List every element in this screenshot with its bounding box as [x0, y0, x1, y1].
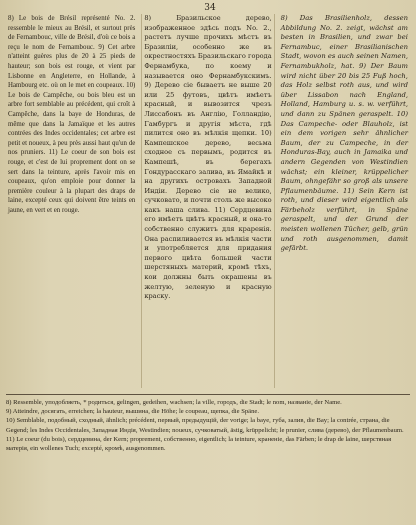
footnote-10: 10) Semblable, подобный, сходный, ähnlich; précédent, первый, предыдущій, der vorige; la baye, губа, залив, die Bay; la contrée, страна, die Gegend; les Indes Occidentales, Западная Индія, Westindien; noueux, сучковатый, ästig, krüppelicht; le prunier, слива (дерево), der Pflaumenbaum.	[6, 417, 404, 434]
footnote-8: 8) Ressemble, уподобляеть, * родиться, gelingen, gedeihen, wachsen; la ville, городъ, die Stadt; le nom, названіе, der Name.	[6, 399, 342, 406]
footnote-divider	[6, 394, 410, 395]
french-column: 8) Le bois de Brésil représenté No. 2. ressemble le mieux au Brésil, et surtout près de Fernambouc, ville de Brésil, d'où ce bois a reçu le nom de Fernambouc. 9) Cet arbre n'atteint guères plus de 20 à 25 pieds de hauteur; son bois est rouge, et vient par Lisbonne en Angleterre, en Hollande, à Hambourg etc. où on le met en coupeaux. 10) Le bois de Campêche, ou bois bleu est un arbre fort semblable au précédent, qui croît à Campêche, dans la baye de Honduras, de même que dans la Jamaïque et les autres contrées des Indes occidentales; cet arbre est petit et noueux, à peu près aussi haut qu'un de nos pruniers. 11) Le coeur de son bois est rouge, et c'est de lui proprement dont on se sert dans la teinture, après l'avoir mis en coupeaux, qu'on emploie pour donner la première couleur à la plupart des draps de laine, excepté ceux qui doivent être teints en jaune, en vert et en rouge.	[8, 15, 136, 214]
footnotes	[6, 398, 410, 453]
text-columns	[6, 14, 410, 388]
footnote-11: 11) Le coeur (du bois), сердцевина, der Kern; proprement, собственно, eigentlich; la teinture, краненіе, das Färben; le drap de laine, шерстяная матерія, ein wollenes Tuch; excepté, кромѣ, ausgenommen.	[6, 435, 392, 453]
footnote-9: 9) Atteindre, досягать, erreichen; la hauteur, вышина, die Höhe; le coupeau, щепка, die Späne.	[6, 408, 259, 416]
german-column: 8) Das Brasilienholz, dessen Abbildung No. 2. zeigt, wächst am besten in Brasilien, und zwar bei Fernambuc, einer Brasilianischen Stadt, wovon es auch seinen Namen, Fernambukholz, hat. 9) Der Baum wird nicht über 20 bis 25 Fuß hoch, das Holz selbst roth aus, und wird über Lissabon nach England, Holland, Hamburg u. s. w. verführt, und dann zu Spänen geraspelt. 10) Das Campeche- oder Blauholz, ist ein dem vorigen sehr ähnlicher Baum, der zu Campeche, in der Honduras-Bay, auch in Jamaika und andern Gegenden von Westindien wächst; ein kleiner, krüppelicher Baum, ohngefähr so groß als unsere Pflaumenbäume. 11) Sein Kern ist roth, und dieser wird eigentlich als Färbeholz verführt, in Späne geraspelt, und der Grund der meisten wollenen Tücher, gelb, grün und roth ausgenommen, damit gefärbt.	[280, 14, 408, 253]
russian-column: 8) Бразильское дерево, изображенное здѣсь подъ No. 2., растетъ лучше прочихъ мѣстъ въ Бразиліи, особенно же въ окрестностяхъ Бразильскаго города Фернамбука, по коему и называется оно Фернамбукскимъ. 9) Дерево сіе бываетъ не выше 20 или 25 футовъ, цвѣтъ имѣетъ красный, и вывозится чрезъ Лиссабонъ въ Англію, Голландію, Гамбургъ и другія мѣста, гдѣ пилится оно въ мѣлкія щепки. 10) Кампешское дерево, весьма сходное съ первымъ, родится въ Кампешѣ, въ берегахъ Гондурасскаго залива, въ Ямайкѣ и на другихъ островахъ Западной Индіи. Дерево сіе не велико, сучковато, и почти столь же высоко какъ наша слива. 11) Сердцевина его имѣетъ цвѣтъ красный, и она-то собственно служитъ для краренія. Она распиливается въ мѣлкія части и употребляется для придания первого цвѣта большей части шерстяныхъ материй, кромѣ тѣхъ, кои должны быть окрашены въ желтую, зеленую и красную краску.	[141, 14, 274, 388]
page-number: 34	[204, 3, 216, 13]
